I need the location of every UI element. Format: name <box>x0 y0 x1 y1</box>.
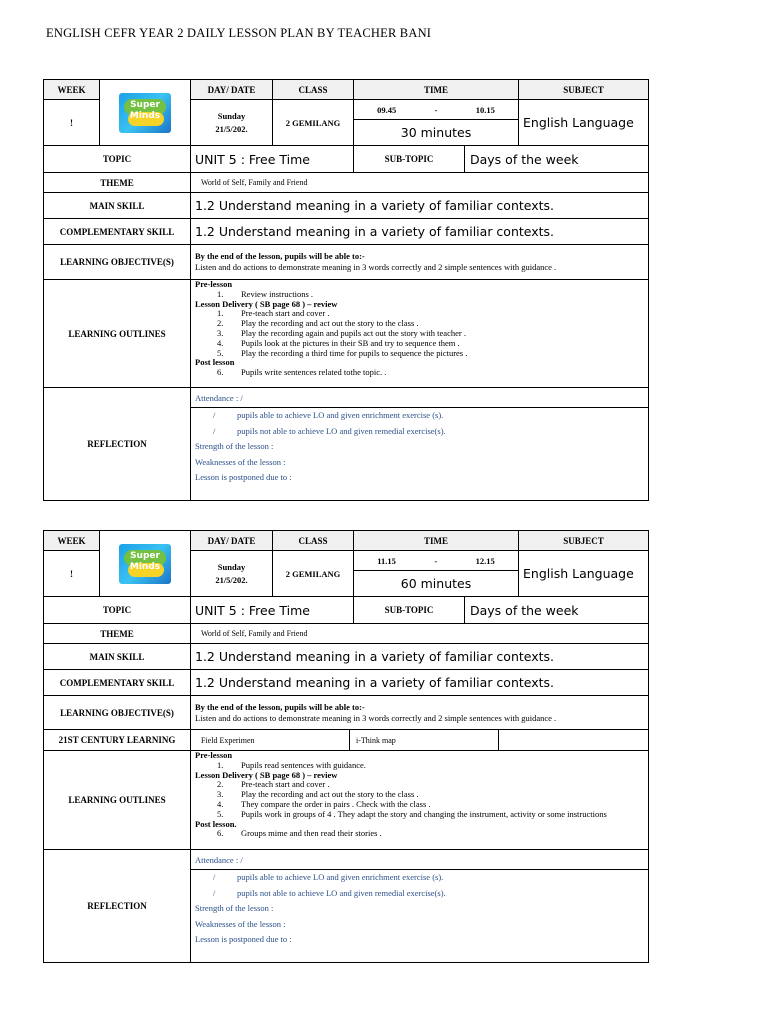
list-item: 4. They compare the order in pairs . Check with the class . <box>217 798 431 809</box>
list-item: 1. Pre-teach start and cover . <box>217 308 330 319</box>
main-skill-value: 1.2 Understand meaning in a variety of familiar contexts. <box>191 193 649 219</box>
c21-ithink-map: i-Think map <box>350 730 499 750</box>
theme-value: World of Self, Family and Friend <box>191 173 649 193</box>
main-skill-label: MAIN SKILL <box>44 193 191 219</box>
week-header: WEEK <box>44 80 100 100</box>
complementary-skill-label: COMPLEMENTARY SKILL <box>44 219 191 245</box>
lo-text: Listen and do actions to demonstrate meaning in 3 words correctly and 2 simple sentences with guidance . <box>195 262 557 272</box>
list-item: 1. Review instructions . <box>217 288 314 299</box>
learning-objective-value <box>191 696 649 730</box>
21st-century-learning-label: 21ST CENTURY LEARNING <box>44 730 191 751</box>
weakness-line: Weaknesses of the lesson : <box>195 456 286 467</box>
postponed-line: Lesson is postponed due to : <box>195 934 292 944</box>
time-start: 09.45 <box>377 104 397 115</box>
super-minds-logo: Super Minds <box>119 544 171 584</box>
subject-value: English Language <box>519 100 649 146</box>
time-header: TIME <box>354 531 519 551</box>
day-date-header: DAY/ DATE <box>191 531 273 551</box>
lesson-delivery-heading: Lesson Delivery ( SB page 68 ) – review <box>195 298 338 309</box>
week-value: ! <box>44 551 100 597</box>
learning-objective-label: LEARNING OBJECTIVE(S) <box>44 696 191 730</box>
lo-head: By the end of the lesson, pupils will be able to:- <box>195 701 365 712</box>
lo-text: Listen and do actions to demonstrate meaning in 3 words correctly and 2 simple sentences with guidance . <box>195 712 557 723</box>
learning-outlines-label: LEARNING OUTLINES <box>44 751 191 850</box>
duration-value: 30 minutes <box>354 120 519 146</box>
attendance-value: Attendance : / <box>191 388 649 408</box>
class-header: CLASS <box>273 80 354 100</box>
logo-cell <box>100 531 191 597</box>
list-item: / pupils not able to achieve LO and given remedial exercise(s). <box>213 887 446 898</box>
subtopic-cell <box>354 597 649 624</box>
subtopic-label: SUB-TOPIC <box>354 597 465 623</box>
week-header: WEEK <box>44 531 100 551</box>
list-item: / pupils able to achieve LO and given enrichment exercise (s). <box>213 872 444 882</box>
c21-empty <box>499 730 648 750</box>
postponed-line: Lesson is postponed due to : <box>195 472 292 482</box>
learning-outlines-value <box>191 280 649 388</box>
subject-header: SUBJECT <box>519 80 649 100</box>
duration-value: 60 minutes <box>354 571 519 597</box>
main-skill-value: 1.2 Understand meaning in a variety of familiar contexts. <box>191 644 649 670</box>
subtopic-cell <box>354 146 649 173</box>
post-lesson-heading: Post lesson. <box>195 818 237 829</box>
21st-century-learning-value <box>191 730 649 751</box>
subtopic-value: Days of the week <box>470 602 579 618</box>
strength-line: Strength of the lesson : <box>195 903 274 913</box>
weakness-line: Weaknesses of the lesson : <box>195 918 286 929</box>
time-end: 12.15 <box>475 555 495 566</box>
main-skill-label: MAIN SKILL <box>44 644 191 670</box>
lesson-delivery-heading: Lesson Delivery ( SB page 68 ) – review <box>195 769 338 780</box>
document-title: ENGLISH CEFR YEAR 2 DAILY LESSON PLAN BY TEACHER BANI <box>46 26 432 40</box>
c21-field-experiment: Field Experimen <box>191 730 350 750</box>
time-dash: - <box>434 555 438 566</box>
day-date-header: DAY/ DATE <box>191 80 273 100</box>
topic-label: TOPIC <box>44 146 191 173</box>
class-value: 2 GEMILANG <box>273 100 354 146</box>
time-dash: - <box>434 104 438 115</box>
subject-header: SUBJECT <box>519 531 649 551</box>
topic-value: UNIT 5 : Free Time <box>191 146 354 173</box>
time-range <box>354 100 519 120</box>
lesson-plan-table-2 <box>43 530 649 963</box>
time-header: TIME <box>354 80 519 100</box>
strength-line: Strength of the lesson : <box>195 441 274 451</box>
week-value: ! <box>44 100 100 146</box>
day-date-value <box>191 100 273 146</box>
attendance-value: Attendance : / <box>191 850 649 870</box>
list-item: 5. Play the recording a third time for pupils to sequence the pictures . <box>217 347 468 358</box>
reflection-value <box>191 870 649 963</box>
list-item: 4. Pupils look at the pictures in their SB and try to sequence them . <box>217 337 460 348</box>
super-minds-logo: Super Minds <box>119 93 171 133</box>
topic-label: TOPIC <box>44 597 191 624</box>
list-item: / pupils not able to achieve LO and given remedial exercise(s). <box>213 425 446 436</box>
subtopic-value: Days of the week <box>470 151 579 167</box>
theme-label: THEME <box>44 173 191 193</box>
learning-outlines-label: LEARNING OUTLINES <box>44 280 191 388</box>
list-item: 1. Pupils read sentences with guidance. <box>217 759 366 770</box>
list-item: 6. Pupils write sentences related tothe topic. . <box>217 367 387 378</box>
complementary-skill-label: COMPLEMENTARY SKILL <box>44 670 191 696</box>
day-text: Sunday <box>217 110 246 121</box>
subject-value: English Language <box>519 551 649 597</box>
theme-value: World of Self, Family and Friend <box>191 624 649 644</box>
pre-lesson-heading: Pre-lesson <box>195 750 233 760</box>
post-lesson-heading: Post lesson <box>195 357 235 368</box>
list-item: 3. Play the recording again and pupils act out the story with teacher . <box>217 327 466 338</box>
class-header: CLASS <box>273 531 354 551</box>
learning-outlines-value <box>191 751 649 850</box>
time-range <box>354 551 519 571</box>
learning-objective-label: LEARNING OBJECTIVE(S) <box>44 245 191 280</box>
date-text: 21/5/202. <box>215 574 248 585</box>
theme-label: THEME <box>44 624 191 644</box>
reflection-label: REFLECTION <box>44 850 191 963</box>
list-item: / pupils able to achieve LO and given enrichment exercise (s). <box>213 410 444 420</box>
subtopic-label: SUB-TOPIC <box>354 146 465 172</box>
day-date-value <box>191 551 273 597</box>
time-start: 11.15 <box>377 555 396 566</box>
day-text: Sunday <box>217 561 246 572</box>
complementary-skill-value: 1.2 Understand meaning in a variety of familiar contexts. <box>191 670 649 696</box>
list-item: 3. Play the recording and act out the story to the class . <box>217 789 419 800</box>
topic-value: UNIT 5 : Free Time <box>191 597 354 624</box>
reflection-value <box>191 408 649 501</box>
pre-lesson-heading: Pre-lesson <box>195 279 233 289</box>
list-item: 2. Pre-teach start and cover . <box>217 779 330 790</box>
list-item: 5. Pupils work in groups of 4 . They adapt the story and changing the instrument, activity or some instructions <box>217 808 607 819</box>
date-text: 21/5/202. <box>215 123 248 134</box>
time-end: 10.15 <box>475 104 495 115</box>
lesson-plan-table-1 <box>43 79 649 501</box>
class-value: 2 GEMILANG <box>273 551 354 597</box>
logo-cell <box>100 80 191 146</box>
reflection-label: REFLECTION <box>44 388 191 501</box>
list-item: 2. Play the recording and act out the story to the class . <box>217 318 419 329</box>
list-item: 6. Groups mime and then read their stories . <box>217 828 382 839</box>
complementary-skill-value: 1.2 Understand meaning in a variety of familiar contexts. <box>191 219 649 245</box>
learning-objective-value <box>191 245 649 280</box>
lo-head: By the end of the lesson, pupils will be able to:- <box>195 251 365 261</box>
